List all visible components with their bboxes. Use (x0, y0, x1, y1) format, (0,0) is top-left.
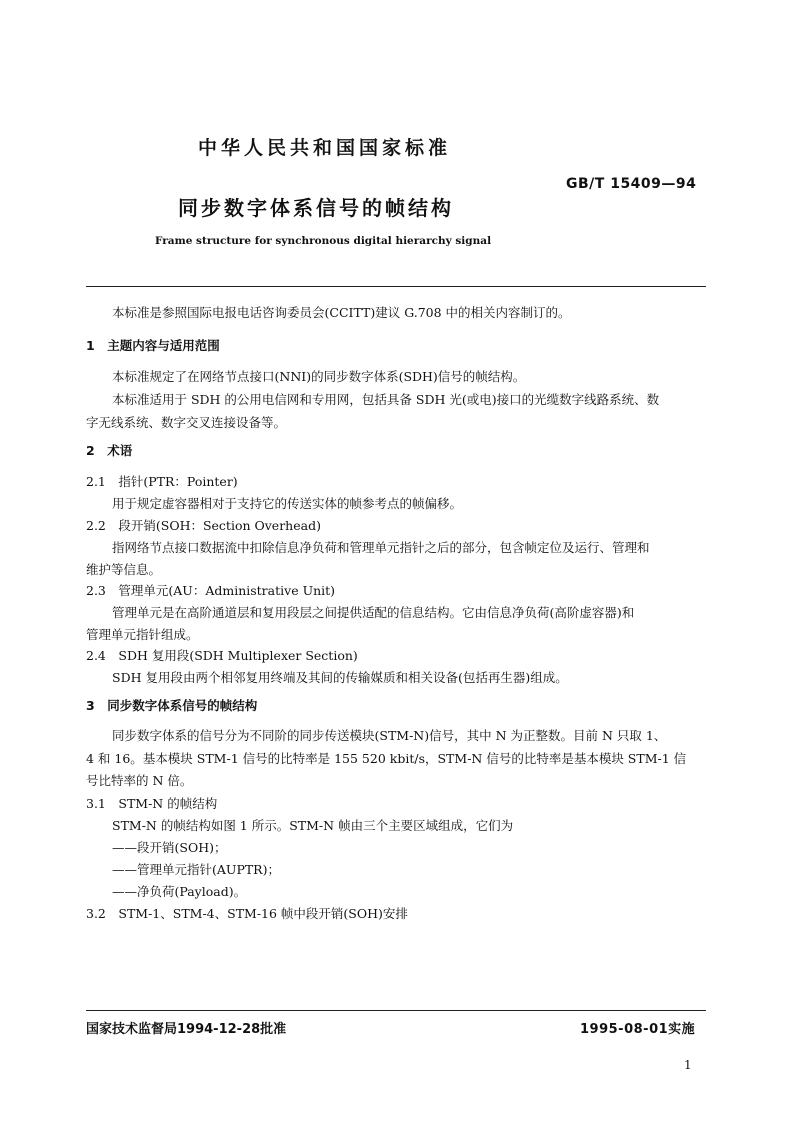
term-2-3-heading: 2.3 管理单元(AU：Administrative Unit) (86, 583, 336, 598)
list-item-soh: ——段开销(SOH)； (112, 840, 227, 855)
section-2-heading: 2 术语 (86, 443, 133, 458)
section-1-heading: 1 主题内容与适用范围 (86, 338, 220, 353)
term-2-3-definition-line-2: 管理单元指针组成。 (86, 627, 199, 642)
term-2-3-definition-line-1: 管理单元是在高阶通道层和复用段层之间提供适配的信息结构。它由信息净负荷(高阶虚容器)和 (112, 605, 635, 620)
section-3-paragraph-line-3: 号比特率的 N 倍。 (86, 773, 193, 788)
term-2-1-definition: 用于规定虚容器相对于支持它的传送实体的帧参考点的帧偏移。 (112, 496, 463, 511)
list-item-payload: ——净负荷(Payload)。 (112, 884, 247, 899)
term-2-4-definition: SDH 复用段由两个相邻复用终端及其间的传输媒质和相关设备(包括再生器)组成。 (112, 670, 568, 685)
term-2-4-heading: 2.4 SDH 复用段(SDH Multiplexer Section) (86, 648, 358, 663)
subsection-3-2-heading: 3.2 STM-1、STM-4、STM-16 帧中段开销(SOH)安排 (86, 906, 408, 921)
document-title-zh: 同步数字体系信号的帧结构 (178, 196, 454, 220)
section-3-heading: 3 同步数字体系信号的帧结构 (86, 698, 258, 713)
term-2-2-heading: 2.2 段开销(SOH：Section Overhead) (86, 518, 321, 533)
page-number: 1 (684, 1058, 692, 1072)
section-1-paragraph-2-line-1: 本标准适用于 SDH 的公用电信网和专用网，包括具备 SDH 光(或电)接口的光缆数字线路系统、数 (112, 392, 660, 407)
subsection-3-1-heading: 3.1 STM-N 的帧结构 (86, 796, 218, 811)
standard-code: GB/T 15409—94 (566, 176, 697, 192)
footer-rule (86, 1010, 706, 1011)
section-3-paragraph-line-1: 同步数字体系的信号分为不同阶的同步传送模块(STM-N)信号，其中 N 为正整数。目前 N 只取 1、 (112, 728, 667, 743)
header-rule (86, 286, 706, 287)
national-standard-title: 中华人民共和国国家标准 (198, 137, 452, 159)
section-1-paragraph-1: 本标准规定了在网络节点接口(NNI)的同步数字体系(SDH)信号的帧结构。 (112, 369, 526, 384)
list-item-auptr: ——管理单元指针(AUPTR)； (112, 862, 280, 877)
term-2-2-definition-line-2: 维护等信息。 (86, 562, 162, 577)
subsection-3-1-body: STM-N 的帧结构如图 1 所示。STM-N 帧由三个主要区域组成，它们为 (112, 818, 514, 833)
document-title-en: Frame structure for synchronous digital hierarchy signal (155, 235, 492, 247)
term-2-1-heading: 2.1 指针(PTR：Pointer) (86, 474, 238, 489)
intro-paragraph: 本标准是参照国际电报电话咨询委员会(CCITT)建议 G.708 中的相关内容制订的。 (112, 305, 571, 320)
implementation-line: 1995-08-01实施 (580, 1022, 696, 1037)
section-1-paragraph-2-line-2: 字无线系统、数字交叉连接设备等。 (86, 415, 287, 430)
section-3-paragraph-line-2: 4 和 16。基本模块 STM-1 信号的比特率是 155 520 kbit/s，STM-N 信号的比特率是基本模块 STM-1 信 (86, 751, 687, 766)
term-2-2-definition-line-1: 指网络节点接口数据流中扣除信息净负荷和管理单元指针之后的部分，包含帧定位及运行、管理和 (112, 540, 650, 555)
approval-line: 国家技术监督局1994-12-28批准 (86, 1022, 287, 1037)
